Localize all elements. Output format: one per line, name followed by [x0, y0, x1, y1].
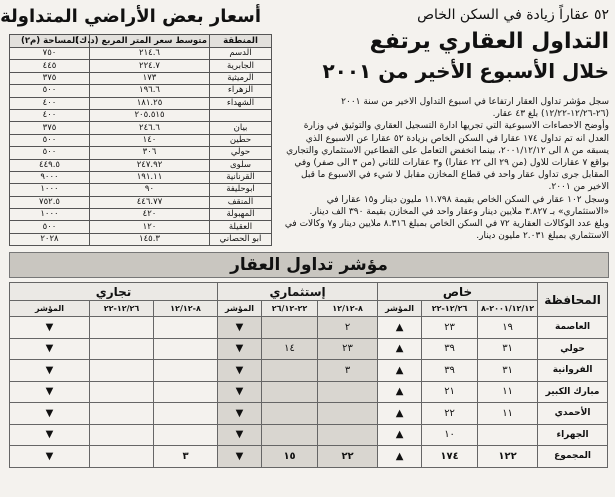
- commercial-period-1-cell: [154, 360, 218, 382]
- private-period-2-header: ١٢/٢٦-٢٢: [422, 301, 478, 317]
- commercial-index-arrow: ▼: [10, 338, 90, 360]
- land-avg-price-cell: ١٨١.٢٥: [90, 97, 210, 109]
- land-avg-price-cell: ٢٢٤.٧: [90, 60, 210, 72]
- land-region-cell: المنقف: [210, 196, 272, 208]
- land-region-cell: القرنانية: [210, 171, 272, 183]
- commercial-index-arrow: ▼: [10, 424, 90, 446]
- land-area-cell: ٤٠٠: [10, 97, 90, 109]
- private-period-2-cell: ٣٩: [422, 338, 478, 360]
- land-region-cell: الدسم: [210, 48, 272, 60]
- land-area-cell: ٥٠٠: [10, 134, 90, 146]
- commercial-index-arrow: ▼: [10, 317, 90, 339]
- index-row: [10, 317, 608, 339]
- land-price-row: [10, 72, 272, 84]
- investment-index-arrow: ▼: [218, 338, 262, 360]
- private-period-1-cell: ٣١: [478, 360, 538, 382]
- land-avg-price-cell: ١٩١.١١: [90, 171, 210, 183]
- land-area-cell: ١٠٠٠: [10, 209, 90, 221]
- investment-period-2-cell: [262, 403, 318, 425]
- commercial-period-2-cell: [90, 424, 154, 446]
- private-period-2-cell: ٢١: [422, 381, 478, 403]
- investment-period-2-cell: ١٥: [262, 446, 318, 468]
- land-prices-header-row: [10, 35, 272, 48]
- investment-index-header: المؤشر: [218, 301, 262, 317]
- investment-index-arrow: ▼: [218, 360, 262, 382]
- land-region-cell: الجابرية: [210, 60, 272, 72]
- land-area-cell: ٤٤٥: [10, 60, 90, 72]
- commercial-index-arrow: ▼: [10, 360, 90, 382]
- land-area-cell: ٥٠٠: [10, 85, 90, 97]
- article-kicker: ٥٢ عقاراً زيادة في السكن الخاص: [417, 7, 609, 23]
- investment-period-2-cell: [262, 424, 318, 446]
- article-paragraph: وأوضح الاحصاءات الاسبوعية التي تجريها ادارة التسجيل العقاري والتوثيق في وزارة العدل انه تم تداول ١٧٤ عقارا في السكن الخاص بزيادة ٥٢ عقارا عن الاسبوع الذي يسبقه من ٨ الى ٢٠٠١/١٢/١٢، بينما انخفض التعامل على القطاعين الاستثماري والتجاري بواقع ٧ عقارات للاول (من ٢٩ الى ٢٢ عقارا) و٣ عقارات للثاني (من ٣ الى صفر) وفي المقابل جرى تداول عقار واحد في قطاع المخازن مقابل لا شيء في الاسبوع ما قبل الاخير من ٢٠٠١.: [286, 121, 609, 193]
- land-price-row: [10, 60, 272, 72]
- commercial-period-2-cell: [90, 360, 154, 382]
- private-period-1-cell: ١٩: [478, 317, 538, 339]
- land-area-cell: ٤٠٠: [10, 109, 90, 121]
- investment-index-arrow: ▼: [218, 424, 262, 446]
- land-region-cell: حطين: [210, 134, 272, 146]
- investment-period-1-cell: [318, 381, 378, 403]
- land-area-cell: ٣٧٥: [10, 122, 90, 134]
- land-avg-price-cell: ٣٠٦: [90, 147, 210, 159]
- land-prices-heading: أسعار بعض الأراضي المتداولة: [0, 6, 261, 27]
- index-row: [10, 360, 608, 382]
- land-avg-price-cell: ٩٠: [90, 184, 210, 196]
- index-row: [10, 403, 608, 425]
- land-price-row: [10, 85, 272, 97]
- investment-index-arrow: ▼: [218, 317, 262, 339]
- land-price-row: [10, 196, 272, 208]
- land-price-row: [10, 109, 272, 121]
- land-area-cell: ٢٠٢٨: [10, 233, 90, 245]
- article-paragraph: وبلغ عدد الوكالات العقارية ٧٢ في السكن الخاص بمبلغ ٨.٣١٦ ملايين دينار و٧ وكالات في الاستثماري بمبلغ ٢.٠٣١ مليون دينار.: [284, 219, 609, 242]
- land-prices-table: [9, 34, 272, 246]
- commercial-period-1-cell: [154, 338, 218, 360]
- land-avg-price-cell: ٤٢٠: [90, 209, 210, 221]
- private-index-arrow: ▲: [378, 403, 422, 425]
- private-period-2-cell: ٢٢: [422, 403, 478, 425]
- private-period-1-cell: ١١: [478, 381, 538, 403]
- land-avg-price-cell: ٢١٤.٦: [90, 48, 210, 60]
- private-period-2-cell: ١٠: [422, 424, 478, 446]
- commercial-period-1-cell: [154, 403, 218, 425]
- investment-period-1-cell: ٢: [318, 317, 378, 339]
- commercial-period-2-cell: [90, 317, 154, 339]
- real-estate-index-table: [9, 282, 608, 468]
- private-index-arrow: ▲: [378, 317, 422, 339]
- governorate-cell: حولي: [538, 338, 608, 360]
- investment-period-2-cell: [262, 317, 318, 339]
- commercial-group-header: تجاري: [10, 283, 218, 301]
- land-region-cell: الرميثية: [210, 72, 272, 84]
- governorate-header: المحافظة: [538, 283, 608, 317]
- investment-period-1-cell: [318, 403, 378, 425]
- land-avg-price-cell: ١٤٠: [90, 134, 210, 146]
- column-header-region: المنطقة: [210, 35, 272, 48]
- land-price-row: [10, 48, 272, 60]
- land-price-row: [10, 147, 272, 159]
- land-avg-price-cell: ٤٤٦.٧٧: [90, 196, 210, 208]
- land-area-cell: ٩٠٠٠: [10, 171, 90, 183]
- land-area-cell: ٣٧٥: [10, 72, 90, 84]
- article-headline: التداول العقاري يرتفع: [369, 29, 609, 54]
- private-index-arrow: ▲: [378, 360, 422, 382]
- private-index-arrow: ▲: [378, 338, 422, 360]
- land-area-cell: ٧٥٢.٥: [10, 196, 90, 208]
- private-period-1-cell: [478, 424, 538, 446]
- index-total-row: [10, 446, 608, 468]
- commercial-period-1-cell: [154, 424, 218, 446]
- investment-index-arrow: ▼: [218, 381, 262, 403]
- land-region-cell: سلوى: [210, 159, 272, 171]
- commercial-period-2-cell: [90, 446, 154, 468]
- governorate-cell: المجموع: [538, 446, 608, 468]
- private-period-1-header: ٢٠٠١/١٢/١٢-٨: [478, 301, 538, 317]
- land-price-row: [10, 233, 272, 245]
- index-banner: مؤشر تداول العقار: [9, 252, 609, 278]
- land-region-cell: حولي: [210, 147, 272, 159]
- private-group-header: خاص: [378, 283, 538, 301]
- land-area-cell: ٤٤٩.٥: [10, 159, 90, 171]
- land-region-cell: الشهداء: [210, 97, 272, 109]
- land-price-row: [10, 221, 272, 233]
- commercial-period-1-cell: ٣: [154, 446, 218, 468]
- private-index-arrow: ▲: [378, 446, 422, 468]
- investment-period-1-header: ٨-١٢/١٢: [318, 301, 378, 317]
- land-price-row: [10, 97, 272, 109]
- investment-period-2-cell: [262, 360, 318, 382]
- article-paragraph: وسجل ١٠٢ عقار في السكن الخاص بقيمة ١١.٧٩٨ مليون دينار و١٥ عقارا في «الاستثماري» بـ ٣.٨٢٧ ملايين دينار وعقار واحد في المخازن بقيمة ٣٩٠ الف دينار.: [309, 194, 609, 217]
- land-price-row: [10, 134, 272, 146]
- land-region-cell: ابو الحصاني: [210, 233, 272, 245]
- private-index-header: المؤشر: [378, 301, 422, 317]
- column-header-area: المساحة (م٢): [10, 35, 90, 48]
- land-region-cell: المهبولة: [210, 209, 272, 221]
- commercial-period-2-header: ١٢/٢٦-٢٢: [90, 301, 154, 317]
- investment-period-2-cell: ١٤: [262, 338, 318, 360]
- land-avg-price-cell: ١٩٦.٦: [90, 85, 210, 97]
- land-avg-price-cell: ١٢٠: [90, 221, 210, 233]
- index-row: [10, 338, 608, 360]
- land-region-cell: [210, 109, 272, 121]
- land-region-cell: الزهراء: [210, 85, 272, 97]
- investment-period-1-cell: ٢٣: [318, 338, 378, 360]
- private-period-2-cell: ٢٣: [422, 317, 478, 339]
- commercial-index-header: المؤشر: [10, 301, 90, 317]
- governorate-cell: الأحمدي: [538, 403, 608, 425]
- investment-group-header: إستثماري: [218, 283, 378, 301]
- land-avg-price-cell: ٢٤٧.٩٢: [90, 159, 210, 171]
- commercial-period-1-cell: [154, 317, 218, 339]
- land-area-cell: ٧٥٠: [10, 48, 90, 60]
- private-period-1-cell: ١١: [478, 403, 538, 425]
- article-paragraph: سجل مؤشر تداول العقار ارتفاعا في اسبوع التداول الاخير من سنة ٢٠٠١ (٢٦-١٢/٢٦-١٢/٢٢) بلغ ٤٣ عقار.: [341, 97, 609, 120]
- land-avg-price-cell: ٢٠٥.٥١٥: [90, 109, 210, 121]
- column-header-avg-price: متوسط سعر المتر المربع (د.ك): [90, 35, 210, 48]
- commercial-period-1-header: ٨-١٢/١٢: [154, 301, 218, 317]
- land-price-row: [10, 209, 272, 221]
- land-avg-price-cell: ٢٤٦.٦: [90, 122, 210, 134]
- commercial-period-2-cell: [90, 381, 154, 403]
- investment-period-1-cell: ٢٢: [318, 446, 378, 468]
- land-price-row: [10, 184, 272, 196]
- private-period-1-cell: ١٢٢: [478, 446, 538, 468]
- commercial-index-arrow: ▼: [10, 381, 90, 403]
- governorate-cell: العاصمة: [538, 317, 608, 339]
- index-sub-header-row: [10, 301, 608, 317]
- investment-period-1-cell: [318, 424, 378, 446]
- investment-index-arrow: ▼: [218, 446, 262, 468]
- private-period-1-cell: ٣١: [478, 338, 538, 360]
- land-price-row: [10, 159, 272, 171]
- investment-index-arrow: ▼: [218, 403, 262, 425]
- governorate-cell: الفروانية: [538, 360, 608, 382]
- land-avg-price-cell: ١٧٣: [90, 72, 210, 84]
- land-price-row: [10, 122, 272, 134]
- land-area-cell: ٥٠٠: [10, 147, 90, 159]
- land-avg-price-cell: ١٤٥.٣: [90, 233, 210, 245]
- index-row: [10, 381, 608, 403]
- investment-period-2-header: ٢٢-٢٦/١٢: [262, 301, 318, 317]
- private-index-arrow: ▲: [378, 424, 422, 446]
- private-index-arrow: ▲: [378, 381, 422, 403]
- article-subheadline: خلال الأسبوع الأخير من ٢٠٠١: [322, 59, 609, 83]
- private-period-2-cell: ٣٩: [422, 360, 478, 382]
- private-period-2-cell: ١٧٤: [422, 446, 478, 468]
- investment-period-2-cell: [262, 381, 318, 403]
- commercial-index-arrow: ▼: [10, 403, 90, 425]
- investment-period-1-cell: ٣: [318, 360, 378, 382]
- commercial-period-2-cell: [90, 338, 154, 360]
- land-price-row: [10, 171, 272, 183]
- governorate-cell: الجهراء: [538, 424, 608, 446]
- article-body: [281, 96, 609, 242]
- index-row: [10, 424, 608, 446]
- commercial-period-1-cell: [154, 381, 218, 403]
- commercial-period-2-cell: [90, 403, 154, 425]
- land-area-cell: ٥٠٠: [10, 221, 90, 233]
- land-region-cell: ابوحليفة: [210, 184, 272, 196]
- land-region-cell: بيان: [210, 122, 272, 134]
- land-region-cell: العقيلة: [210, 221, 272, 233]
- land-area-cell: ١٠٠٠: [10, 184, 90, 196]
- index-group-header-row: [10, 283, 608, 301]
- commercial-index-arrow: ▼: [10, 446, 90, 468]
- governorate-cell: مبارك الكبير: [538, 381, 608, 403]
